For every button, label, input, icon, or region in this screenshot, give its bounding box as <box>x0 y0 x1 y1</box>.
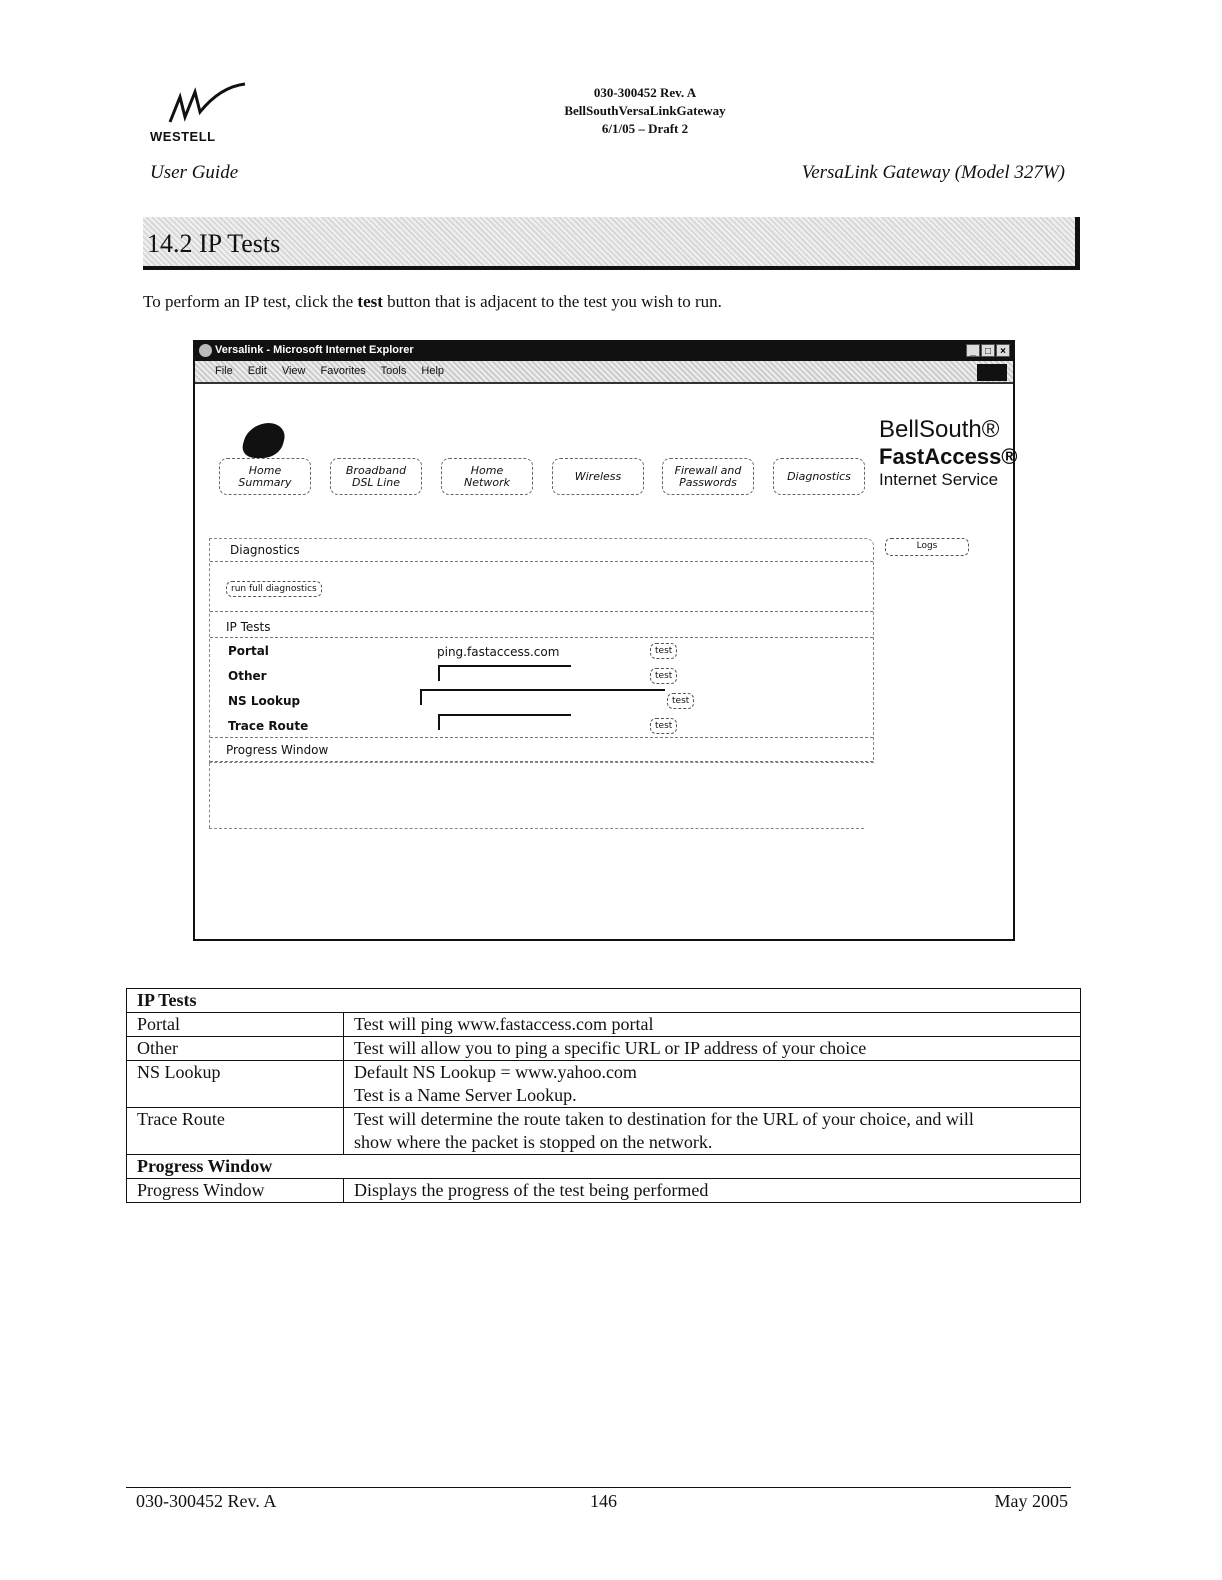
browser-screenshot <box>193 340 1018 941</box>
progress-window <box>209 828 864 829</box>
window-title: Versalink - Microsoft Internet Explorer <box>215 344 414 356</box>
nav-home-network[interactable]: Home Network <box>441 458 533 495</box>
footer-date: May 2005 <box>994 1491 1068 1511</box>
ip-tests-table <box>126 988 1081 1203</box>
trace-route-test-button[interactable]: test <box>650 718 677 734</box>
page-content <box>199 388 1018 935</box>
menu-edit[interactable]: Edit <box>247 365 267 377</box>
nav-firewall[interactable]: Firewall and Passwords <box>662 458 754 495</box>
table-row: Trace Route Test will determine the route taken to destination for the URL of your choice, and will show where the packet is stopped on the network. <box>127 1108 1081 1155</box>
portal-value: ping.fastaccess.com <box>437 645 560 659</box>
doc-number: 030-300452 Rev. A <box>593 85 697 100</box>
logs-button[interactable]: Logs <box>885 538 969 556</box>
section-title: 14.2 IP Tests <box>147 229 281 258</box>
other-test-button[interactable]: test <box>650 668 677 684</box>
other-label: Other <box>228 669 267 683</box>
doc-name: BellSouthVersaLinkGateway <box>564 103 726 118</box>
section-heading <box>143 217 1080 270</box>
footer-doc-number: 030-300452 Rev. A <box>136 1491 277 1511</box>
doc-date: 6/1/05 – Draft 2 <box>601 121 689 136</box>
trace-route-label: Trace Route <box>228 719 309 733</box>
ns-lookup-label: NS Lookup <box>228 694 301 708</box>
menu-tools[interactable]: Tools <box>380 365 407 377</box>
table-row: Portal Test will ping www.fastaccess.com portal <box>127 1013 1081 1037</box>
menu-favorites[interactable]: Favorites <box>320 365 366 377</box>
table-header: IP Tests <box>127 989 1081 1013</box>
page-number: 146 <box>590 1491 617 1511</box>
right-title: VersaLink Gateway (Model 327W) <box>801 162 1065 183</box>
menu-help[interactable]: Help <box>421 365 445 377</box>
ie-icon <box>199 344 212 357</box>
menu-view[interactable]: View <box>281 365 306 377</box>
doc-header <box>500 84 790 138</box>
logo-text: WESTELL <box>150 129 216 144</box>
close-icon[interactable]: × <box>996 344 1010 357</box>
router-icon <box>239 423 288 458</box>
progress-window-heading: Progress Window <box>226 743 329 757</box>
nav-broadband[interactable]: Broadband DSL Line <box>330 458 422 495</box>
bellsouth-brand: BellSouth® FastAccess® Internet Service <box>879 416 1018 489</box>
nav-diagnostics[interactable]: Diagnostics <box>773 458 865 495</box>
ns-lookup-input[interactable] <box>420 689 665 705</box>
table-header: Progress Window <box>127 1155 1081 1179</box>
portal-label: Portal <box>228 644 269 658</box>
menu-bar <box>195 361 1013 384</box>
windows-logo-icon <box>977 364 1007 381</box>
portal-test-button[interactable]: test <box>650 643 677 659</box>
minimize-icon[interactable]: _ <box>966 344 980 357</box>
other-input[interactable] <box>438 665 571 681</box>
title-bar <box>195 342 1013 361</box>
nav-home-summary[interactable]: Home Summary <box>219 458 311 495</box>
left-title: User Guide <box>150 162 239 183</box>
ns-lookup-test-button[interactable]: test <box>667 693 694 709</box>
table-row: Progress Window Displays the progress of the test being performed <box>127 1179 1081 1203</box>
trace-route-input[interactable] <box>438 714 571 730</box>
table-row: NS Lookup Default NS Lookup = www.yahoo.com Test is a Name Server Lookup. <box>127 1061 1081 1108</box>
ip-tests-heading: IP Tests <box>226 620 271 634</box>
westell-logo-icon <box>165 82 250 127</box>
intro-text: To perform an IP test, click the test button that is adjacent to the test you wish to run. <box>143 292 722 311</box>
footer-divider <box>126 1487 1071 1488</box>
table-row: Other Test will allow you to ping a specific URL or IP address of your choice <box>127 1037 1081 1061</box>
diagnostics-panel <box>209 538 874 763</box>
maximize-icon[interactable]: □ <box>981 344 995 357</box>
run-full-diagnostics-button[interactable]: run full diagnostics <box>226 581 322 597</box>
diagnostics-heading: Diagnostics <box>230 543 300 557</box>
nav-wireless[interactable]: Wireless <box>552 458 644 495</box>
menu-file[interactable]: File <box>215 365 233 377</box>
